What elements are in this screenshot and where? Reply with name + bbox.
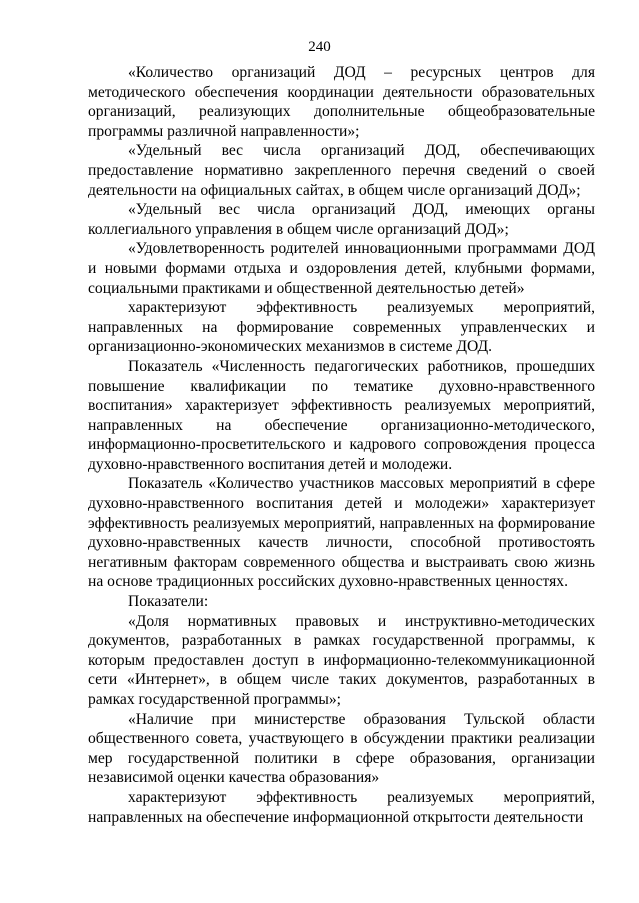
paragraph: «Количество организаций ДОД – ресурсных центров для методического обеспечения координации деятельности образовательных организаций, реализующих дополнительные общеобразовательные программы различной направленности»; [88, 64, 595, 140]
paragraph: «Удельный вес числа организаций ДОД, имеющих органы коллегиального управления в общем числе организаций ДОД»; [88, 201, 595, 238]
paragraph: Показатели: [128, 593, 209, 611]
document-body [88, 63, 595, 827]
page-number: 240 [308, 39, 331, 55]
paragraph: «Доля нормативных правовых и инструктивно-методических документов, разработанных в рамках государственной программы, к которым предоставлен доступ в информационно-телекоммуникационной сети «Интернет», в общем числе таких документов, разработанных в рамках государственной программы»; [88, 612, 595, 708]
paragraph: Показатель «Численность педагогических работников, прошедших повышение квалификации по тематике духовно-нравственного воспитания» характеризует эффективность реализуемых мероприятий, направленных на обеспечение организационно-методического, информационно-просветительского и кадрового сопровождения процесса духовно-нравственного воспитания детей и молодежи. [88, 357, 595, 473]
paragraph: характеризуют эффективность реализуемых мероприятий, направленных на формирование современных управленческих и организационно-экономических механизмов в системе ДОД. [88, 299, 595, 356]
paragraph: «Удовлетворенность родителей инновационными программами ДОД и новыми формами отдыха и оздоровления детей, клубными формами, социальными практиками и общественной деятельностью детей» [88, 240, 595, 297]
paragraph: «Удельный вес числа организаций ДОД, обеспечивающих предоставление нормативно закрепленного перечня сведений о своей деятельности на официальных сайтах, в общем числе организаций ДОД»; [88, 142, 595, 199]
paragraph: характеризуют эффективность реализуемых мероприятий, направленных на обеспечение информационной открытости деятельности [88, 788, 595, 826]
paragraph: Показатель «Количество участников массовых мероприятий в сфере духовно-нравственного воспитания детей и молодежи» характеризует эффективность реализуемых мероприятий, направленных на формирование духовно-нравственных качеств личности, способной противостоять негативным факторам современного общества и выстраивать свою жизнь на основе традиционных российских духовно-нравственных ценностях. [88, 475, 595, 591]
paragraph: «Наличие при министерстве образования Тульской области общественного совета, участвующего в обсуждении практики реализации мер государственной политики в сфере образования, организации независимой оценки качества образования» [88, 710, 595, 787]
